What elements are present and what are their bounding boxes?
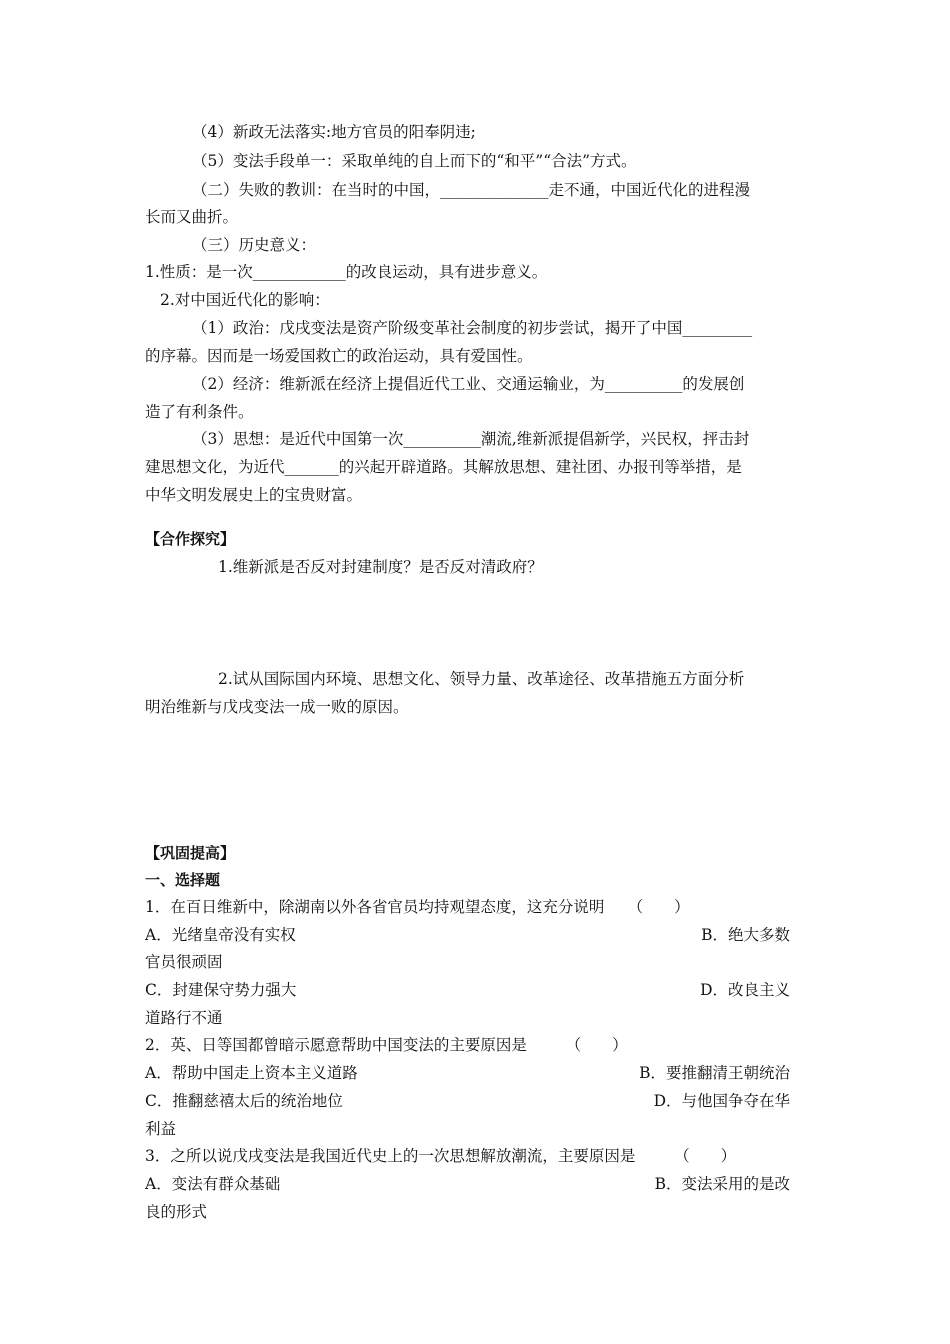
thought-line-1: （3）思想：是近代中国第一次__________潮流,维新派提倡新学，兴民权，抨击封 (192, 430, 750, 448)
question-1-option-b-continued: 官员很顽固 (145, 953, 223, 971)
question-2-stem: 2．英、日等国都曾暗示愿意帮助中国变法的主要原因是 （ ） (145, 1036, 628, 1054)
question-1-option-d: D．改良主义 (700, 981, 790, 999)
question-3-option-b: B．变法采用的是改 (654, 1175, 790, 1193)
thought-line-2: 建思想文化，为近代_______的兴起开辟道路。其解放思想、建社团、办报刊等举措，是 (145, 458, 742, 476)
question-1-option-c: C．封建保守势力强大 (145, 981, 297, 999)
significance-heading: （三）历史意义： (192, 236, 317, 254)
economy-line-1: （2）经济：维新派在经济上提倡近代工业、交通运输业，为__________的发展创 (192, 375, 745, 393)
question-2-option-c: C．推翻慈禧太后的统治地位 (145, 1092, 343, 1110)
question-1-option-a: A．光绪皇帝没有实权 (145, 926, 296, 944)
question-3-option-b-continued: 良的形式 (145, 1203, 208, 1221)
cooperation-question-1: 1.维新派是否反对封建制度？是否反对清政府？ (218, 558, 543, 576)
cause-item-5: （5）变法手段单一：采取单纯的自上而下的“和平”“合法”方式。 (192, 152, 637, 170)
significance-impact-heading: 2.对中国近代化的影响： (160, 291, 330, 309)
lesson-line-2: 长而又曲折。 (145, 208, 239, 226)
cooperation-question-2-line-1: 2.试从国际国内环境、思想文化、领导力量、改革途径、改革措施五方面分析 (218, 670, 745, 688)
question-3-stem: 3．之所以说戊戌变法是我国近代史上的一次思想解放潮流，主要原因是 （ ） (145, 1147, 737, 1165)
question-2-option-d: D．与他国争夺在华 (653, 1092, 790, 1110)
cooperation-heading: 【合作探究】 (145, 530, 236, 548)
consolidation-heading: 【巩固提高】 (145, 844, 236, 862)
politics-line-2: 的序幕。因而是一场爱国救亡的政治运动，具有爱国性。 (145, 347, 533, 365)
question-2-option-a: A．帮助中国走上资本主义道路 (145, 1064, 358, 1082)
choice-section-heading: 一、选择题 (145, 871, 221, 889)
question-3-option-a: A．变法有群众基础 (145, 1175, 281, 1193)
question-1-option-b: B．绝大多数 (701, 926, 790, 944)
thought-line-3: 中华文明发展史上的宝贵财富。 (145, 486, 363, 504)
question-1-stem: 1．在百日维新中，除湖南以外各省官员均持观望态度，这充分说明 （ ） (145, 898, 690, 916)
question-2-option-d-continued: 利益 (145, 1120, 177, 1138)
cause-item-4: （4）新政无法落实:地方官员的阳奉阴违; (192, 123, 476, 141)
lesson-line-1: （二）失败的教训：在当时的中国，______________走不通，中国近代化的进程漫 (192, 181, 751, 199)
cooperation-question-2-line-2: 明治维新与戊戌变法一成一败的原因。 (145, 698, 409, 716)
significance-nature: 1.性质：是一次____________的改良运动，具有进步意义。 (145, 263, 548, 281)
question-1-option-d-continued: 道路行不通 (145, 1009, 223, 1027)
politics-line-1: （1）政治：戊戌变法是资产阶级变革社会制度的初步尝试，揭开了中国_________ (192, 319, 753, 337)
question-2-option-b: B．要推翻清王朝统治 (639, 1064, 790, 1082)
economy-line-2: 造了有利条件。 (145, 403, 254, 421)
